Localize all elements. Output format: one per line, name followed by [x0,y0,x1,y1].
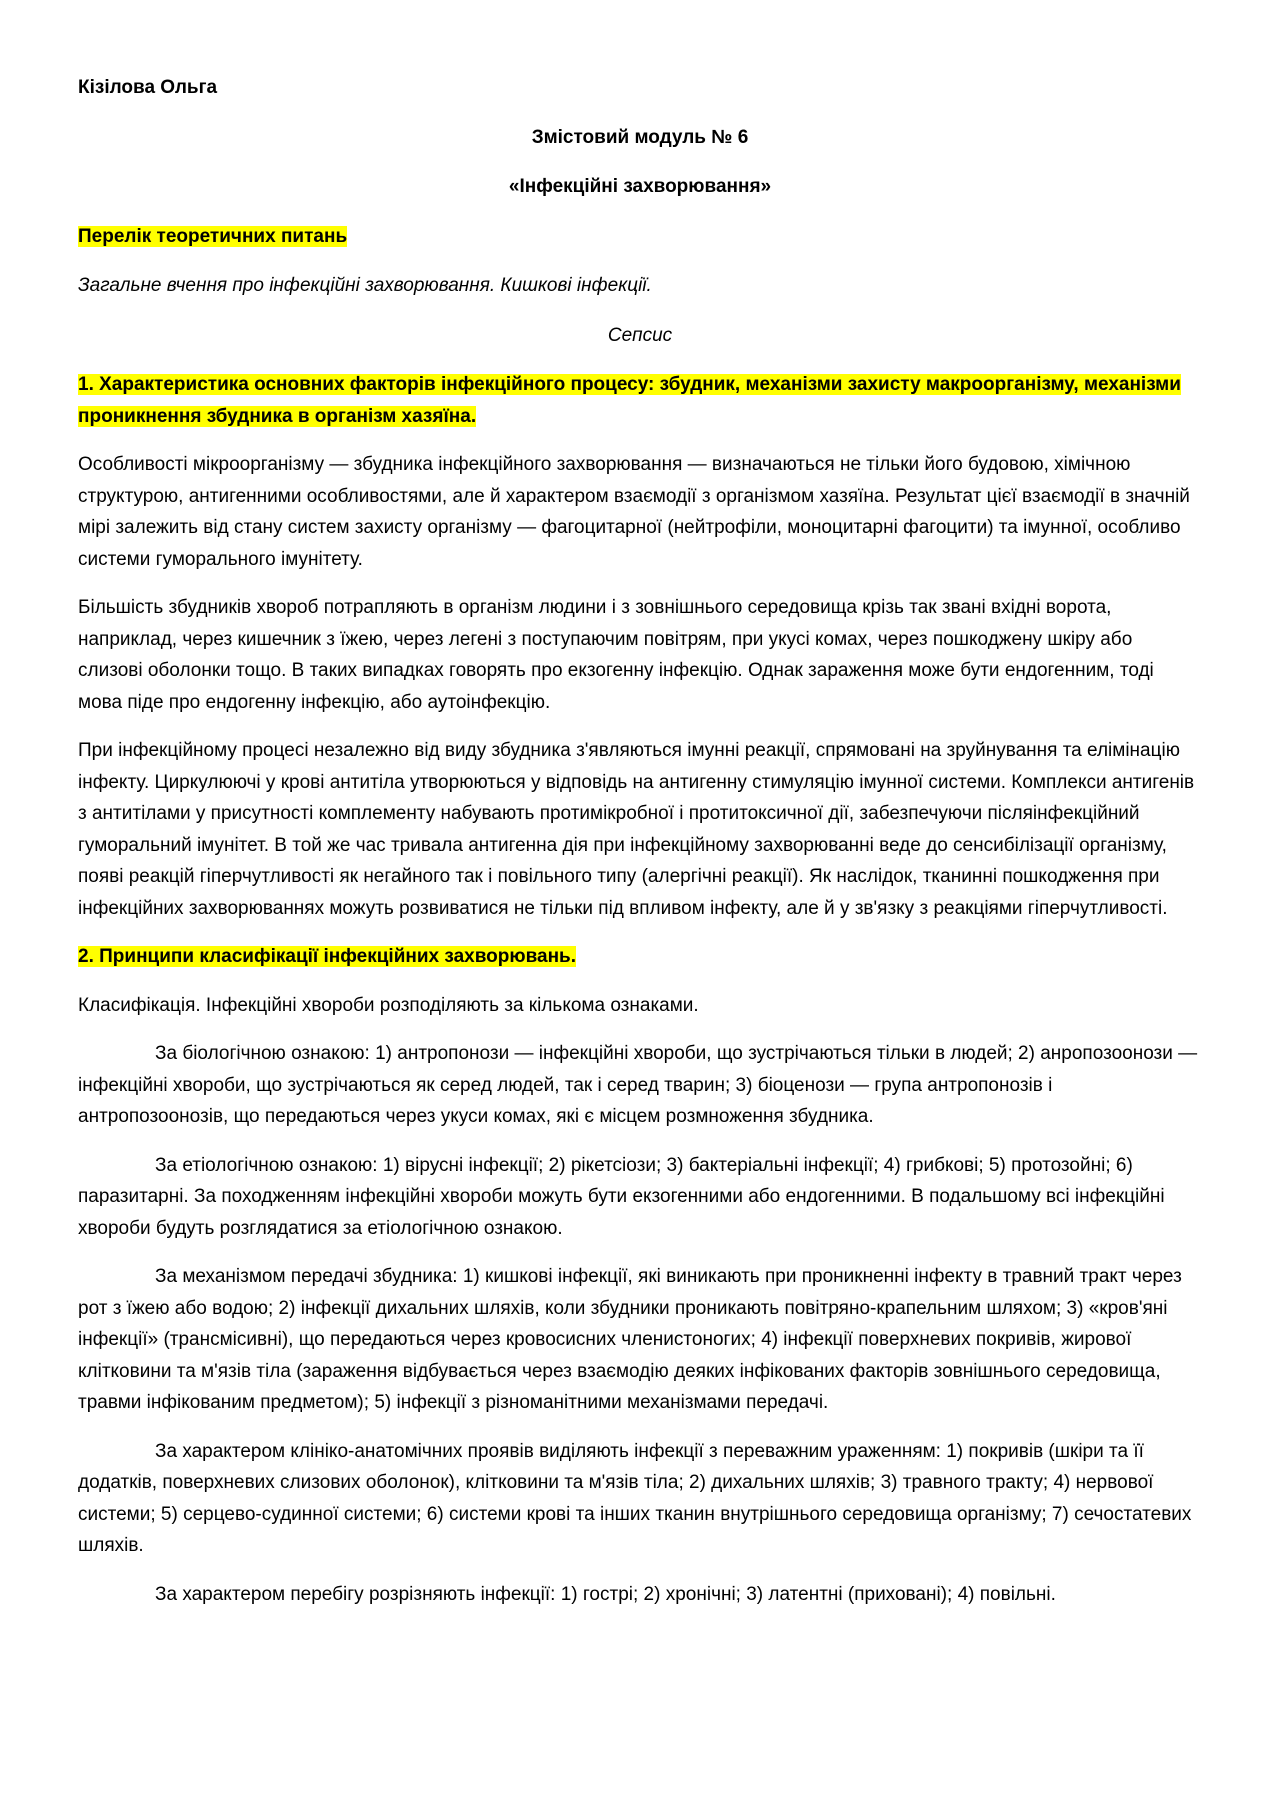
document-page [78,72,1202,1627]
section-2-paragraph: За етіологічною ознакою: 1) вірусні інфекції; 2) рікетсіози; 3) бактеріальні інфекції; 4) грибкові; 5) протозойні; 6) паразитарні. За походженням інфекційні хвороби можуть бути екзогенними або ендогенними. В подальшому всі інфекційні хвороби будуть розглядатися за етіологічною ознакою. [78,1154,1165,1239]
section-1-heading [78,369,1202,432]
author-name: Кізілова Ольга [78,77,218,98]
highlight: 1. Характеристика основних факторів інфекційного процесу: збудник, механізми захисту макроорганізму, механізми проникнення збудника в організм хазяїна. [78,374,1181,427]
section-2-paragraph: За механізмом передачі збудника: 1) кишкові інфекції, які виникають при проникненні інфекту в травний тракт через рот з їжею або водою; 2) інфекції дихальних шляхів, коли збудники проникають повітряно-крапельним шляхом; 3) «кров'яні інфекції» (трансмісивні), що передаються через кровосисних членистоногих; 4) інфекції поверхневих покривів, жирової клітковини та м'язів тіла (зараження відбувається через взаємодію деяких інфікованих факторів зовнішнього середовища, травми інфікованим предметом); 5) інфекції з різноманітними механізмами передачі. [78,1266,1182,1413]
section-2-paragraph: За характером клініко-анатомічних проявів виділяють інфекції з переважним ураженням: 1) покривів (шкіри та її додатків, поверхневих слизових оболонок), клітковини та м'язів тіла; 2) дихальних шляхів; 3) травного тракту; 4) нервової системи; 5) серцево-судинної системи; 6) системи крові та інших тканин внутрішнього середовища організму; 7) сечостатевих шляхів. [78,1440,1192,1556]
highlight: Перелік теоретичних питань [78,225,348,247]
highlight: 2. Принципи класифікації інфекційних захворювань. [78,946,576,967]
module-title: Змістовий модуль № 6 [531,126,749,148]
topic-subtitle: Сепсис [607,324,673,346]
section-2-paragraph: За біологічною ознакою: 1) антропонози — інфекційні хвороби, що зустрічаються тільки в людей; 2) анропозоонози — інфекційні хвороби, що зустрічаються як серед людей, так і серед тварин; 3) біоценози — група антропонозів і антропозоонозів, що передаються через укуси комах, які є місцем розмноження збудника. [78,1043,1198,1127]
topic-title: Загальне вчення про інфекційні захворювання. Кишкові інфекції. [78,275,652,296]
section-1-paragraph: Особливості мікроорганізму — збудника інфекційного захворювання — визначаються не тільки його будовою, хімічною структурою, антигенними особливостями, але й характером взаємодії з організмом хазяїна. Результат цієї взаємодії в значній мірі залежить від стану систем захисту організму — фагоцитарної (нейтрофіли, моноцитарні фагоцити) та імунної, особливо системи гуморального імунітету. [78,454,1190,570]
section-2-heading [78,941,1202,973]
module-subtitle: «Інфекційні захворювання» [508,176,772,197]
section-2-paragraph: За характером перебігу розрізняють інфекції: 1) гострі; 2) хронічні; 3) латентні (приховані); 4) повільні. [155,1583,1056,1605]
section-1-paragraph: При інфекційному процесі незалежно від виду збудника з'являються імунні реакції, спрямовані на зруйнування та елімінацію інфекту. Циркулюючі у крові антитіла утворюються у відповідь на антигенну стимуляцію імунної системи. Комплекси антигенів з антитілами у присутності комплементу набувають протимікробної і протитоксичної дії, забезпечуючи післяінфекційний гуморальний імунітет. В той же час тривала антигенна дія при інфекційному захворюванні веде до сенсибілізації організму, появі реакцій гіперчутливості як негайного так і повільного типу (алергічні реакції). Як наслідок, тканинні пошкодження при інфекційних захворюваннях можуть розвиватися не тільки під впливом інфекту, але й у зв'язку з реакціями гіперчутливості. [78,740,1195,919]
section-2-intro: Класифікація. Інфекційні хвороби розподіляють за кількома ознаками. [78,994,699,1016]
theory-list-heading [78,221,1202,253]
section-1-paragraph: Більшість збудників хвороб потрапляють в організм людини і з зовнішнього середовища крізь так звані вхідні ворота, наприклад, через кишечник з їжею, через легені з поступаючим повітрям, при укусі комах, через пошкоджену шкіру або слизові оболонки тощо. В таких випадках говорять про екзогенну інфекцію. Однак зараження може бути ендогенним, тоді мова піде про ендогенну інфекцію, або аутоінфекцію. [78,597,1154,713]
